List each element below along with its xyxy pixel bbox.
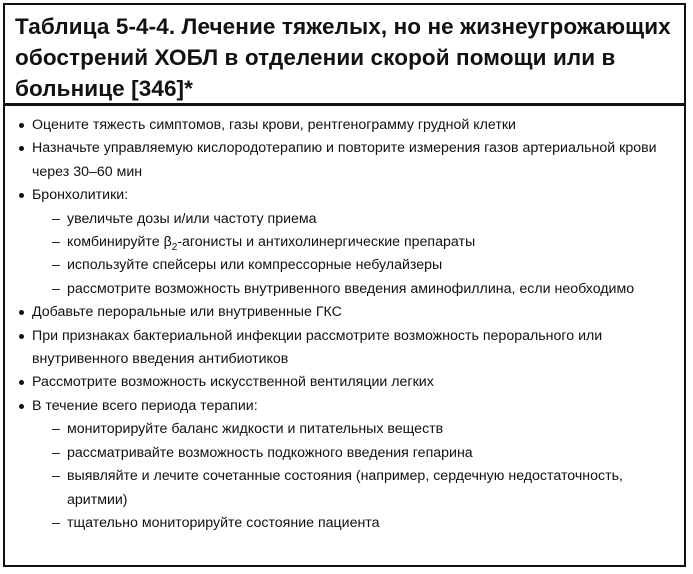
sub-list-item — [17, 512, 674, 535]
list-item — [17, 395, 674, 418]
list-item-text: Добавьте пероральные или внутривенные ГКС — [32, 304, 342, 321]
sub-list-item-text: используйте спейсеры или компрессорные небулайзеры — [67, 257, 443, 274]
dash-marker: – — [52, 468, 60, 485]
sub-list-item — [17, 231, 674, 254]
table-content — [5, 106, 684, 535]
list-item-text: Оцените тяжесть симптомов, газы крови, рентгенограмму грудной клетки — [32, 117, 516, 133]
list-item-text: Рассмотрите возможность искусственной вентиляции легких — [32, 374, 434, 391]
list-item-text: При признаках бактериальной инфекции рассмотрите возможность перорального или внутривенного введения антибиотиков — [32, 327, 603, 368]
sub-list-item — [17, 465, 674, 512]
dash-marker: – — [52, 444, 60, 461]
list-item — [17, 371, 674, 394]
table-title: Таблица 5-4-4. Лечение тяжелых, но не жизнеугрожающих обострений ХОБЛ в отделении скорой помощи или в больнице [346]* — [15, 14, 671, 101]
sub-list-item-text-end: -агонисты и антихолинергические препараты — [177, 234, 476, 251]
dash-marker: – — [52, 514, 60, 531]
sub-list-item — [17, 278, 674, 301]
dash-marker: – — [52, 280, 60, 297]
dash-marker: – — [52, 210, 60, 227]
list-item-text: Бронхолитики: — [32, 187, 129, 204]
list-item — [17, 184, 674, 207]
sub-list-item-text: рассмотрите возможность внутривенного введения аминофиллина, если необходимо — [67, 280, 635, 297]
sub-list-item-text-start: комбинируйте β — [67, 234, 172, 251]
dash-marker: – — [52, 421, 60, 438]
sub-list-item — [17, 254, 674, 277]
list-item — [17, 325, 674, 372]
sub-list-item-text: тщательно мониторируйте состояние пациента — [67, 514, 380, 531]
sub-list-item-text: выявляйте и лечите сочетанные состояния (например, сердечную недостаточность, аритмии) — [67, 468, 623, 508]
table-box — [3, 3, 686, 567]
sub-list-item — [17, 442, 674, 465]
list-item — [17, 137, 674, 184]
dash-marker: – — [52, 257, 60, 274]
list-item — [17, 301, 674, 324]
subscript-two: 2 — [171, 241, 178, 253]
sub-list-item — [17, 418, 674, 441]
list-item-text: В течение всего периода терапии: — [32, 397, 258, 414]
list-item — [17, 114, 674, 137]
dash-marker: – — [52, 234, 60, 251]
sub-list-item-text: рассматривайте возможность подкожного введения гепарина — [67, 444, 473, 461]
sub-list-item — [17, 208, 674, 231]
list-item-text: Назначьте управляемую кислородотерапию и повторите измерения газов артериальной крови через 30–60 мин — [32, 140, 657, 180]
sub-list-item-text: мониторируйте баланс жидкости и питательных веществ — [67, 421, 444, 438]
sub-list-item-text: увеличьте дозы и/или частоту приема — [67, 210, 317, 227]
